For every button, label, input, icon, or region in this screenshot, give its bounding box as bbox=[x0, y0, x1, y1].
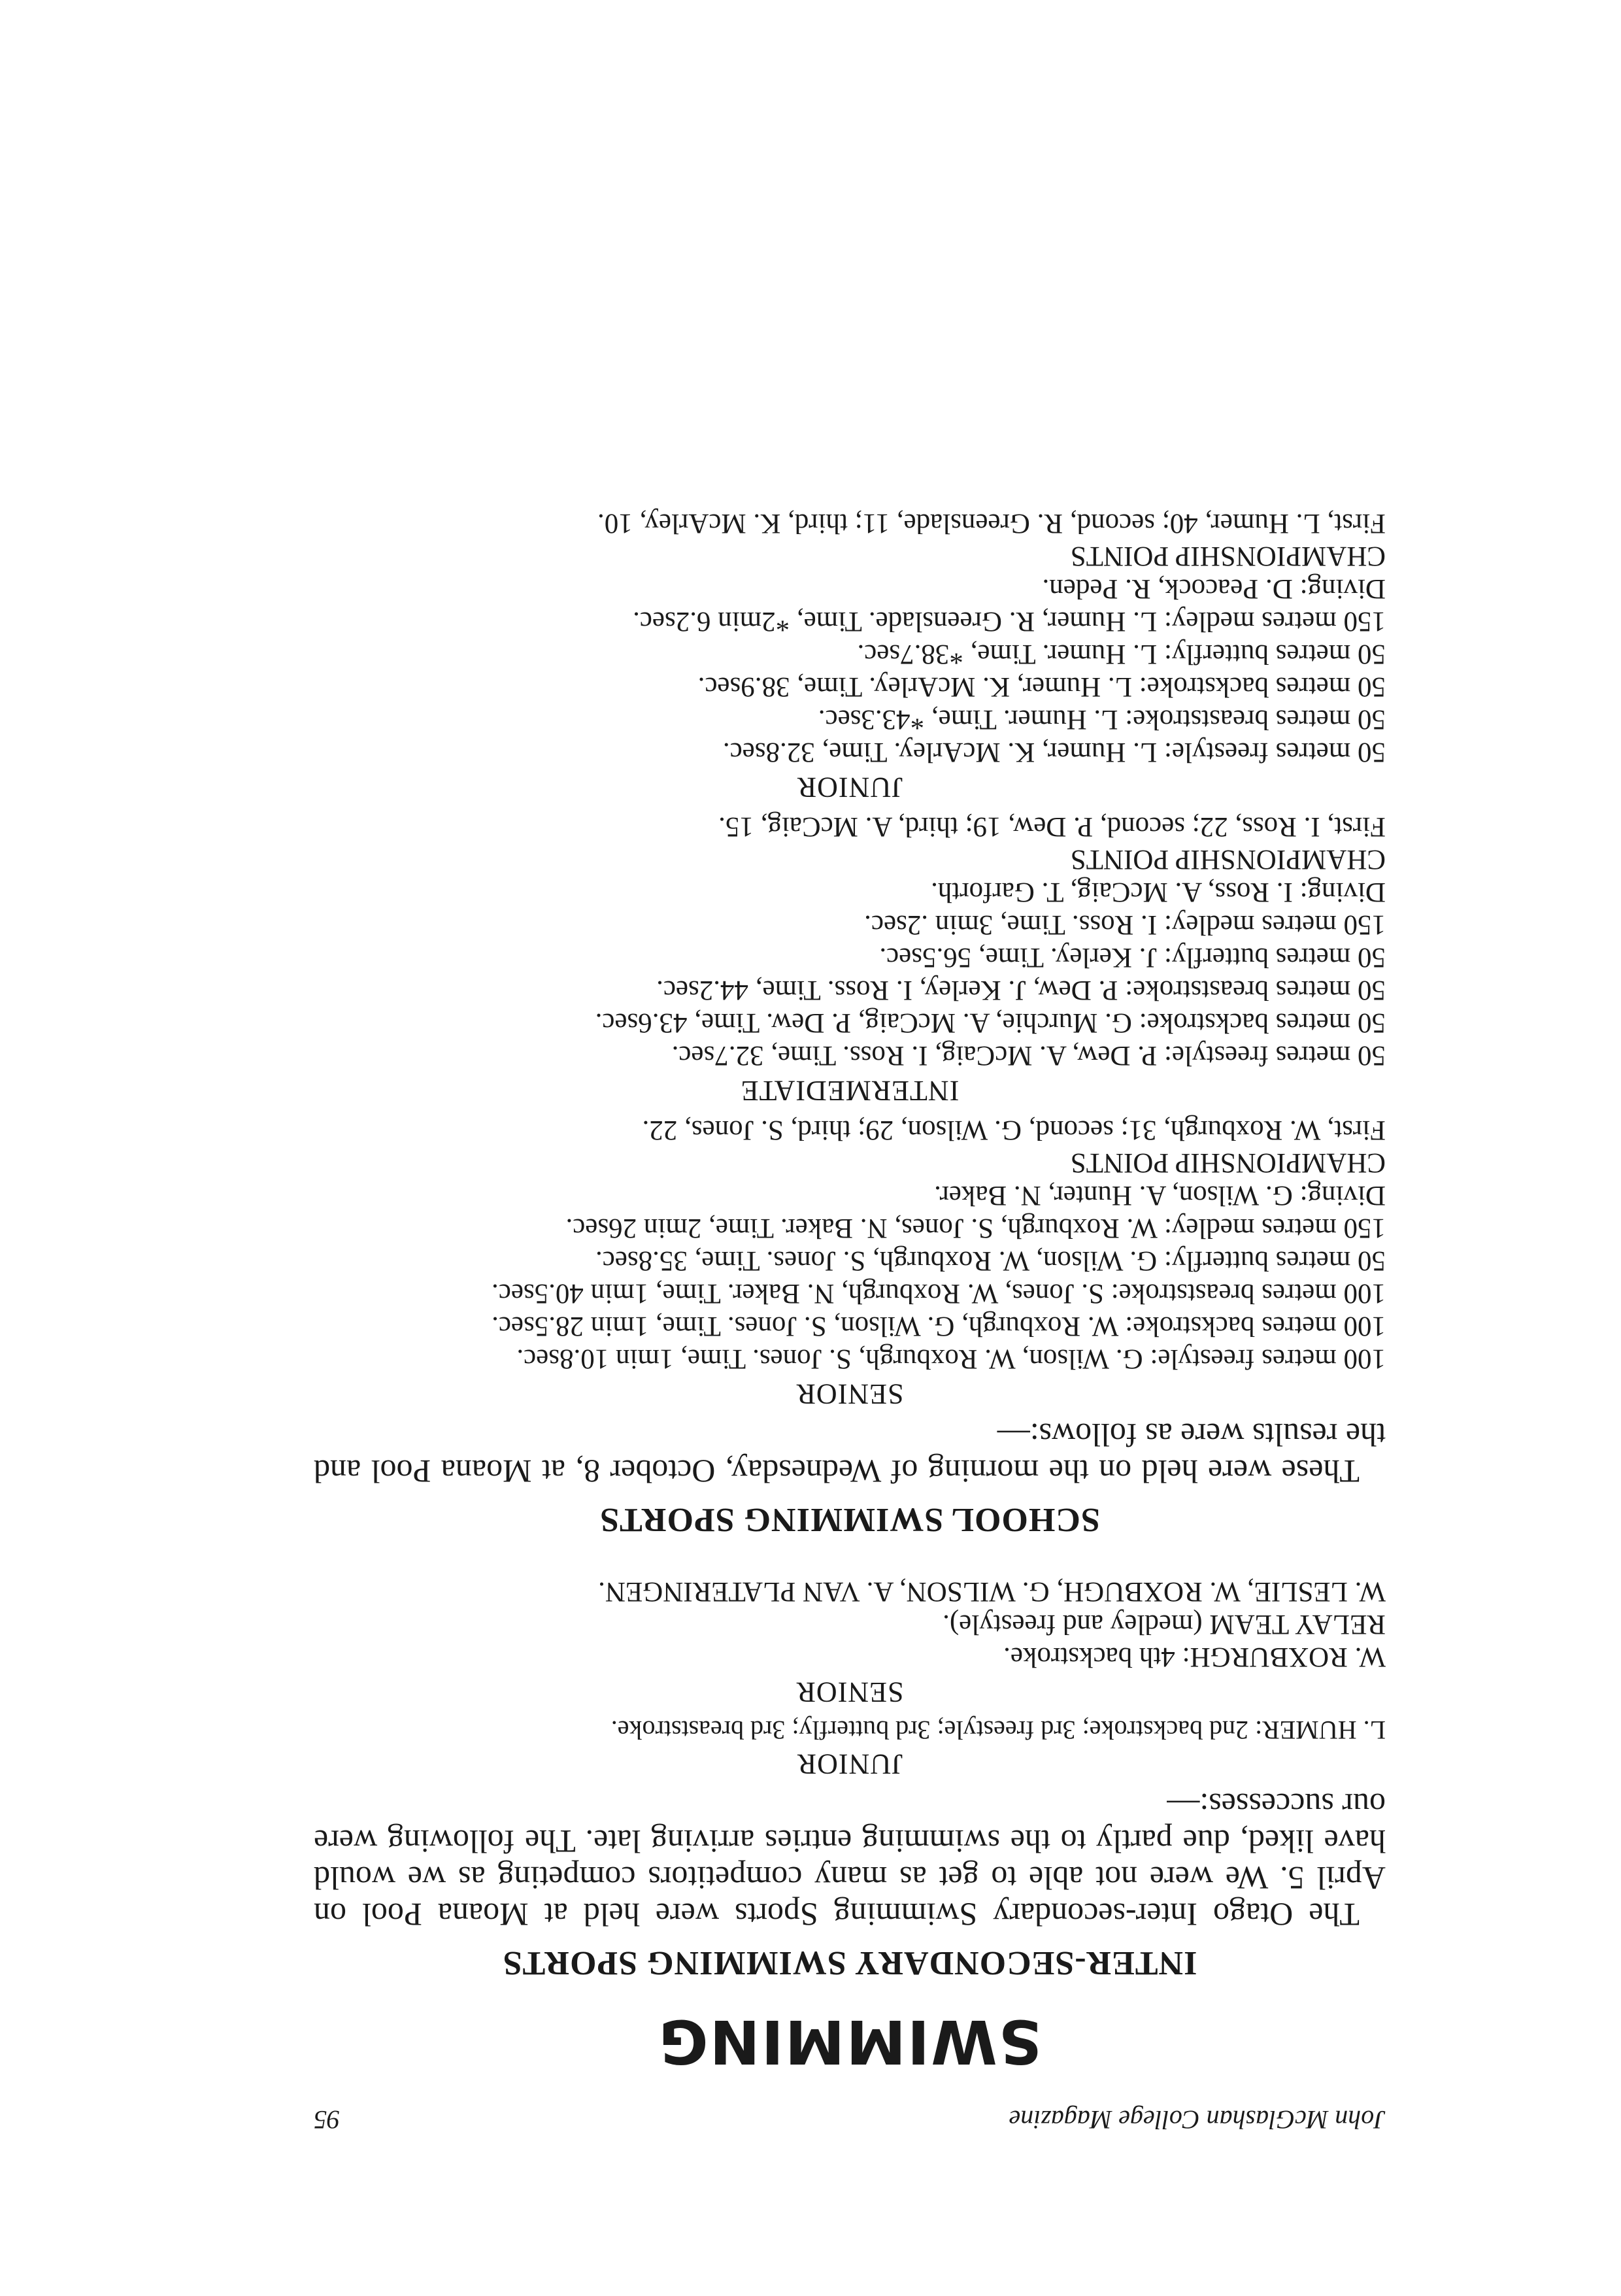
result-line: 100 metres breaststroke: S. Jones, W. Roxburgh, N. Baker. Time, 1min 40.5sec. bbox=[492, 1278, 1386, 1309]
result-line: 150 metres medley: L. Humer, R. Greenslade. Time, *2min 6.2sec. bbox=[633, 606, 1386, 637]
inter-secondary-intro: The Otago Inter-secondary Swimming Sports were held at Moana Pool on April 5. We were not able to get as many competitors competing as we would have liked, due partly to the swimming entries arriving late. The following were our successes:— bbox=[314, 1787, 1386, 1933]
result-line: 50 metres backstroke: G. Murchie, A. McCaig, P. Dew. Time, 43.6sec. bbox=[595, 1007, 1386, 1038]
inter-junior-line: L. HUMER: 2nd backstroke; 3rd freestyle; 3rd butterfly; 3rd breaststroke. bbox=[610, 1715, 1386, 1745]
section-title: SWIMMING bbox=[658, 2006, 1042, 2076]
page-number: 95 bbox=[314, 2105, 340, 2135]
result-line: Diving: G. Wilson, A. Hunter, N. Baker. bbox=[934, 1180, 1386, 1211]
result-line: Diving: D. Peacock, R. Peden. bbox=[1042, 573, 1386, 604]
result-line: Diving: I. Ross, A. McCaig, T. Garforth. bbox=[931, 877, 1386, 907]
result-line: 50 metres freestyle: P. Dew, A. McCaig, I. Ross. Time, 32.7sec. bbox=[671, 1040, 1386, 1071]
points-line: First, I. Ross, 22; second, P. Dew, 19; third, A. McCaig, 15. bbox=[718, 811, 1386, 842]
school-intermediate-heading: INTERMEDIATE bbox=[740, 1075, 960, 1107]
inter-junior-heading: JUNIOR bbox=[796, 1748, 903, 1780]
inter-secondary-title: INTER-SECONDARY SWIMMING SPORTS bbox=[502, 1944, 1197, 1982]
school-title: SCHOOL SWIMMING SPORTS bbox=[599, 1501, 1100, 1538]
result-line: 50 metres butterfly: G. Wilson, W. Roxburgh, S. Jones. Time, 35.8sec. bbox=[595, 1245, 1386, 1276]
magazine-title: John McGlashan College Magazine bbox=[1009, 2105, 1386, 2135]
running-head bbox=[314, 2103, 1386, 2136]
result-line: 50 metres butterfly: L. Humer. Time, *38.7sec. bbox=[857, 639, 1386, 669]
result-line: 50 metres butterfly: J. Kerley. Time, 56.5sec. bbox=[879, 942, 1386, 973]
result-line: 100 metres freestyle: G. Wilson, W. Roxburgh, S. Jones. Time, 1min 10.8sec. bbox=[516, 1343, 1386, 1374]
page-content bbox=[314, 507, 1386, 2136]
inter-senior-heading: SENIOR bbox=[795, 1676, 904, 1708]
school-intro: These were held on the morning of Wednesday, October 8, at Moana Pool and the results were as follows:— bbox=[314, 1417, 1386, 1490]
result-line: 50 metres breaststroke: L. Humer. Time, *43.3sec. bbox=[818, 704, 1386, 735]
result-line: 150 metres medley: W. Roxburgh, S. Jones, N. Baker. Time, 2min 26sec. bbox=[565, 1213, 1386, 1243]
result-line: 100 metres backstroke: W. Roxburgh, G. Wilson, S. Jones. Time, 1min 28.5sec. bbox=[492, 1311, 1386, 1342]
inter-senior-line: W. ROXBURGH: 4th backstroke. bbox=[1003, 1642, 1386, 1672]
result-line: 50 metres breaststroke: P. Dew, J. Kerley, I. Ross. Time, 44.2sec. bbox=[656, 975, 1386, 1005]
points-heading: CHAMPIONSHIP POINTS bbox=[1070, 1147, 1386, 1178]
points-heading: CHAMPIONSHIP POINTS bbox=[1070, 844, 1386, 875]
school-junior-heading: JUNIOR bbox=[796, 771, 903, 803]
points-line: First, L. Humer, 40; second, R. Greenslade, 11; third, K. McArley, 10. bbox=[597, 508, 1386, 539]
school-senior-heading: SENIOR bbox=[795, 1378, 904, 1410]
points-heading: CHAMPIONSHIP POINTS bbox=[1070, 541, 1386, 571]
result-line: 50 metres backstroke: L. Humer, K. McArley. Time, 38.9sec. bbox=[697, 671, 1386, 702]
inter-senior-line: RELAY TEAM (medley and freestyle). bbox=[943, 1609, 1386, 1640]
points-line: First, W. Roxburgh, 31; second, G. Wilson, 29; third, S. Jones, 22. bbox=[642, 1115, 1386, 1145]
result-line: 150 metres medley: I. Ross. Time, 3min .2sec. bbox=[864, 909, 1386, 940]
inter-senior-line: W. LESLIE, W. ROXBUGH, G. WILSON, A. VAN PLATERINGEN. bbox=[598, 1576, 1386, 1607]
result-line: 50 metres freestyle: L. Humer, K. McArley. Time, 32.8sec. bbox=[722, 737, 1386, 768]
